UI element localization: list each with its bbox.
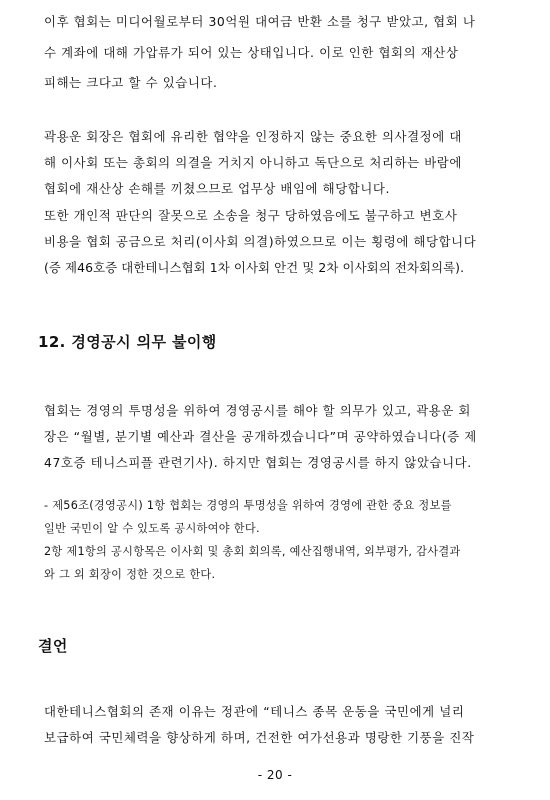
paragraph-line: 수 계좌에 대해 가압류가 되어 있는 상태입니다. 이로 인한 협회의 재산상 (44, 45, 459, 60)
quote-line: - 제56조(경영공시) 1항 협회는 경영의 투명성을 위하여 경영에 관한 중요 정보를 (44, 499, 452, 512)
paragraph-line: 장은 “월별, 분기별 예산과 결산을 공개하겠습니다”며 공약하였습니다(증 제 (44, 429, 477, 444)
paragraph-line: 해 이사회 또는 총회의 의결을 거치지 아니하고 독단으로 처리하는 바람에 (44, 155, 462, 170)
paragraph-line: 피해는 크다고 할 수 있습니다. (44, 75, 218, 90)
paragraph-line: 이후 협회는 미디어월로부터 30억원 대여금 반환 소를 청구 받았고, 협회 나 (44, 14, 476, 29)
paragraph-line: 대한테니스협회의 존재 이유는 정관에 “테니스 종목 운동을 국민에게 널리 (44, 704, 465, 719)
quote-line: 일반 국민이 알 수 있도록 공시하여야 한다. (44, 522, 260, 535)
paragraph-line: 협회에 재산상 손해를 끼쳤으므로 업무상 배임에 해당합니다. (44, 181, 391, 196)
page-number: - 20 - (257, 768, 293, 782)
paragraph-line: 보급하여 국민체력을 향상하게 하며, 건전한 여가선용과 명랑한 기풍을 진작 (44, 730, 475, 745)
quote-line: 와 그 외 회장이 정한 것으로 한다. (44, 568, 216, 581)
section-heading: 12. 경영공시 의무 불이행 (38, 333, 217, 351)
paragraph-line: 곽용운 회장은 협회에 유리한 협약을 인정하지 않는 중요한 의사결정에 대 (44, 129, 462, 144)
paragraph-line: (증 제46호증 대한테니스협회 1차 이사회 안건 및 2차 이사회의 전차회의록). (44, 260, 465, 275)
paragraph-line: 47호증 테니스피플 관련기사). 하지만 협회는 경영공시를 하지 않았습니다. (44, 455, 472, 470)
paragraph-line: 비용을 협회 공금으로 처리(이사회 의결)하였으므로 이는 횡령에 해당합니다 (44, 234, 477, 249)
paragraph-line: 협회는 경영의 투명성을 위하여 경영공시를 해야 할 의무가 있고, 곽용운 회 (44, 403, 472, 418)
section-heading: 결언 (38, 637, 68, 655)
quote-line: 2항 제1항의 공시항목은 이사회 및 총회 회의록, 예산집행내역, 외부평가, 감사결과 (44, 545, 461, 558)
paragraph-line: 또한 개인적 판단의 잘못으로 소송을 청구 당하였음에도 불구하고 변호사 (44, 208, 458, 223)
